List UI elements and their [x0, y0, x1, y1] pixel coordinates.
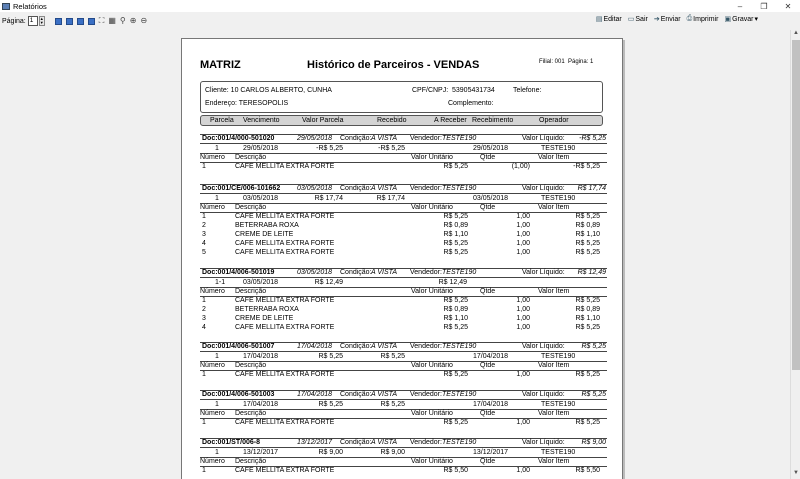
item-number: 4 [202, 324, 206, 331]
close-button[interactable]: ✕ [784, 1, 792, 11]
net-value: -R$ 5,25 [579, 135, 606, 142]
address-label: Endereço: TERESOPOLIS [205, 100, 289, 107]
installment-received: R$ 17,74 [376, 195, 405, 202]
installment-received: R$ 5,25 [380, 353, 405, 360]
item-quantity: 1,00 [516, 231, 530, 238]
installment-due-date: 17/04/2018 [243, 353, 279, 360]
document-date: 03/05/2018 [297, 269, 333, 276]
item-col-valor-item: Valor Item [538, 362, 570, 369]
item-description: CAFE MELLITA EXTRA FORTE [235, 371, 335, 378]
item-quantity: 1,00 [516, 222, 530, 229]
condition-value: A VISTA [371, 135, 398, 142]
net-value: R$ 5,25 [581, 391, 606, 398]
installment-receipt-date: 17/04/2018 [473, 353, 509, 360]
installment-operator: TESTE190 [541, 195, 576, 202]
page-number-label: Página: 1 [568, 59, 594, 65]
window-title [2, 2, 47, 11]
seller-value: TESTE190 [442, 269, 477, 276]
seller-label: Vendedor: [410, 135, 442, 142]
zoom-in-icon[interactable]: ⊕ [129, 16, 137, 25]
installment-received: -R$ 5,25 [378, 145, 405, 152]
item-unit-value: R$ 5,50 [443, 467, 468, 474]
net-value: R$ 12,49 [577, 269, 606, 276]
item-quantity: 1,00 [516, 297, 530, 304]
item-number: 1 [202, 371, 206, 378]
item-number: 1 [202, 467, 206, 474]
net-value-label: Valor Líquido: [522, 343, 565, 350]
net-value: R$ 5,25 [581, 343, 606, 350]
previous-page-icon[interactable] [66, 18, 73, 25]
item-description: CAFE MELLITA EXTRA FORTE [235, 297, 335, 304]
item-col-valor-unitario: Valor Unitário [411, 458, 453, 465]
document-number: Doc:001/4/006-501007 [202, 343, 275, 350]
item-col-valor-unitario: Valor Unitário [411, 410, 453, 417]
condition-value: A VISTA [371, 439, 398, 446]
item-col-valor-item: Valor Item [538, 410, 570, 417]
seller-label: Vendedor: [410, 343, 442, 350]
item-value: R$ 5,25 [575, 249, 600, 256]
installment-value: R$ 12,49 [314, 279, 343, 286]
installment-due-date: 03/05/2018 [243, 195, 279, 202]
seller-label: Vendedor: [410, 269, 442, 276]
item-description: CREME DE LEITE [235, 231, 294, 238]
item-quantity: 1,00 [516, 371, 530, 378]
cpf-label: CPF/CNPJ: [412, 87, 449, 94]
col-vencimento: Vencimento [243, 117, 280, 124]
installment-receipt-date: 29/05/2018 [473, 145, 509, 152]
item-unit-value: R$ 5,25 [443, 419, 468, 426]
installment-due-date: 13/12/2017 [243, 449, 279, 456]
seller-value: TESTE190 [442, 135, 477, 142]
net-value: R$ 17,74 [577, 185, 606, 192]
item-quantity: 1,00 [516, 249, 530, 256]
item-value: R$ 5,25 [575, 419, 600, 426]
item-unit-value: R$ 5,25 [443, 371, 468, 378]
item-description: CAFE MELLITA EXTRA FORTE [235, 467, 335, 474]
title-bar [0, 0, 800, 12]
item-col-descricao: Descrição [235, 458, 267, 465]
item-value: R$ 0,89 [575, 222, 600, 229]
installment-received: R$ 9,00 [380, 449, 405, 456]
scrollbar-thumb[interactable] [792, 40, 800, 370]
document-number: Doc:001/ST/006-8 [202, 439, 260, 446]
item-number: 2 [202, 222, 206, 229]
item-unit-value: R$ 1,10 [443, 315, 468, 322]
send-icon: ➔ [653, 16, 660, 23]
condition-label: Condição: [340, 391, 372, 398]
send-button[interactable]: ➔ Enviar [653, 15, 681, 23]
item-col-qtde: Qtde [480, 458, 496, 465]
next-page-icon[interactable] [77, 18, 84, 25]
item-col-valor-item: Valor Item [538, 288, 570, 295]
installment-due-date: 03/05/2018 [243, 279, 279, 286]
document-date: 17/04/2018 [297, 391, 333, 398]
item-value: R$ 0,89 [575, 306, 600, 313]
seller-label: Vendedor: [410, 391, 442, 398]
item-col-valor-unitario: Valor Unitário [411, 154, 453, 161]
item-value: R$ 1,10 [575, 315, 600, 322]
print-button[interactable]: ⎙ Imprimir [686, 15, 719, 23]
item-description: CAFE MELLITA EXTRA FORTE [235, 163, 335, 170]
page-label: Página: [2, 17, 26, 25]
item-quantity: 1,00 [516, 213, 530, 220]
col-recebimento: Recebimento [472, 117, 514, 124]
net-value: R$ 9,00 [581, 439, 606, 446]
col-parcela: Parcela [210, 117, 234, 124]
net-value-label: Valor Líquido: [522, 135, 565, 142]
col-valor-parcela: Valor Parcela [302, 117, 344, 124]
condition-label: Condição: [340, 185, 372, 192]
item-col-valor-unitario: Valor Unitário [411, 362, 453, 369]
item-col-numero: Número [200, 410, 225, 417]
item-col-numero: Número [200, 458, 225, 465]
document-date: 17/04/2018 [297, 343, 333, 350]
installment-number: 1 [215, 401, 219, 408]
installment-value: -R$ 5,25 [316, 145, 343, 152]
document-date: 03/05/2018 [297, 185, 333, 192]
item-col-numero: Número [200, 288, 225, 295]
item-description: CREME DE LEITE [235, 315, 294, 322]
printer-icon: ⎙ [686, 15, 693, 22]
item-number: 2 [202, 306, 206, 313]
installment-operator: TESTE190 [541, 145, 576, 152]
item-col-valor-item: Valor Item [538, 154, 570, 161]
document-header-rule [200, 447, 607, 448]
installment-receivable: R$ 12,49 [438, 279, 467, 286]
installment-operator: TESTE190 [541, 449, 576, 456]
item-col-qtde: Qtde [480, 410, 496, 417]
item-col-descricao: Descrição [235, 410, 267, 417]
scroll-down-icon[interactable]: ▼ [793, 470, 799, 476]
save-icon: ▣ [724, 16, 732, 23]
seller-label: Vendedor: [410, 439, 442, 446]
seller-value: TESTE190 [442, 439, 477, 446]
telefone-label: Telefone: [513, 87, 542, 94]
window-title-text: Relatórios [13, 1, 47, 11]
item-description: CAFE MELLITA EXTRA FORTE [235, 240, 335, 247]
edit-icon: ▤ [595, 16, 603, 23]
condition-label: Condição: [340, 135, 372, 142]
item-unit-value: R$ 5,25 [443, 324, 468, 331]
installment-due-date: 17/04/2018 [243, 401, 279, 408]
complemento-label: Complemento: [448, 100, 494, 107]
chevron-down-icon[interactable]: ▾ [754, 16, 758, 23]
installment-number: 1 [215, 353, 219, 360]
installment-number: 1-1 [215, 279, 226, 286]
item-number: 1 [202, 419, 206, 426]
item-value: R$ 5,25 [575, 324, 600, 331]
last-page-icon[interactable] [88, 18, 95, 25]
installment-value: R$ 5,25 [318, 353, 343, 360]
document-number: Doc:001/4/000-501020 [202, 135, 275, 142]
item-quantity: 1,00 [516, 419, 530, 426]
item-quantity: 1,00 [516, 306, 530, 313]
item-unit-value: R$ 5,25 [443, 163, 468, 170]
item-col-descricao: Descrição [235, 362, 267, 369]
item-number: 3 [202, 231, 206, 238]
net-value-label: Valor Líquido: [522, 439, 565, 446]
item-col-qtde: Qtde [480, 204, 496, 211]
item-col-valor-unitario: Valor Unitário [411, 204, 453, 211]
report-actions [596, 15, 758, 23]
item-col-descricao: Descrição [235, 154, 267, 161]
exit-icon: ▭ [627, 16, 635, 23]
installment-receipt-date: 17/04/2018 [473, 401, 509, 408]
item-unit-value: R$ 1,10 [443, 231, 468, 238]
item-number: 3 [202, 315, 206, 322]
item-col-numero: Número [200, 154, 225, 161]
document-date: 13/12/2017 [297, 439, 333, 446]
save-button[interactable]: ▣ Gravar ▾ [724, 15, 758, 23]
multi-page-icon[interactable]: ▦ [108, 16, 116, 25]
item-col-qtde: Qtde [480, 288, 496, 295]
item-unit-value: R$ 5,25 [443, 240, 468, 247]
app-icon [2, 3, 10, 10]
condition-value: A VISTA [371, 269, 398, 276]
net-value-label: Valor Líquido: [522, 185, 565, 192]
item-unit-value: R$ 5,25 [443, 297, 468, 304]
item-value: R$ 5,25 [575, 297, 600, 304]
matriz-label: MATRIZ [200, 59, 241, 71]
installment-value: R$ 9,00 [318, 449, 343, 456]
item-quantity: 1,00 [516, 467, 530, 474]
page-number-input[interactable]: 1 [28, 16, 38, 26]
cpf-value: 53905431734 [452, 87, 495, 94]
col-operador: Operador [539, 117, 569, 124]
document-number: Doc:001/4/006-501019 [202, 269, 275, 276]
col-recebido: Recebido [377, 117, 407, 124]
installment-value: R$ 5,25 [318, 401, 343, 408]
document-header-rule [200, 143, 607, 144]
exit-button[interactable]: ▭ Sair [627, 15, 648, 23]
item-value: R$ 5,25 [575, 371, 600, 378]
zoom-out-icon[interactable]: ⊖ [140, 16, 148, 25]
installment-value: R$ 17,74 [314, 195, 343, 202]
item-quantity: 1,00 [516, 315, 530, 322]
installment-receipt-date: 03/05/2018 [473, 195, 509, 202]
item-col-valor-item: Valor Item [538, 204, 570, 211]
item-unit-value: R$ 5,25 [443, 249, 468, 256]
condition-label: Condição: [340, 343, 372, 350]
item-value: R$ 5,25 [575, 213, 600, 220]
condition-label: Condição: [340, 439, 372, 446]
document-header-rule [200, 351, 607, 352]
item-value: -R$ 5,25 [573, 163, 600, 170]
item-col-numero: Número [200, 362, 225, 369]
item-description: CAFE MELLITA EXTRA FORTE [235, 213, 335, 220]
item-quantity: 1,00 [516, 324, 530, 331]
report-title: Histórico de Parceiros - VENDAS [307, 59, 480, 71]
seller-label: Vendedor: [410, 185, 442, 192]
condition-value: A VISTA [371, 391, 398, 398]
document-header-rule [200, 193, 607, 194]
net-value-label: Valor Líquido: [522, 391, 565, 398]
page-spinner[interactable]: ▲ ▼ [39, 16, 44, 25]
item-description: CAFE MELLITA EXTRA FORTE [235, 324, 335, 331]
item-number: 5 [202, 249, 206, 256]
item-col-numero: Número [200, 204, 225, 211]
seller-value: TESTE190 [442, 185, 477, 192]
item-description: CAFE MELLITA EXTRA FORTE [235, 249, 335, 256]
item-number: 1 [202, 163, 206, 170]
installment-due-date: 29/05/2018 [243, 145, 279, 152]
preview-area[interactable] [0, 30, 790, 479]
document-number: Doc:001/4/006-501003 [202, 391, 275, 398]
minimize-button[interactable]: – [737, 1, 743, 11]
item-unit-value: R$ 5,25 [443, 213, 468, 220]
document-date: 29/05/2018 [297, 135, 333, 142]
item-number: 4 [202, 240, 206, 247]
item-value: R$ 5,50 [575, 467, 600, 474]
installment-number: 1 [215, 195, 219, 202]
vertical-scrollbar[interactable] [790, 30, 800, 479]
condition-value: A VISTA [371, 185, 398, 192]
installment-number: 1 [215, 449, 219, 456]
installment-received: R$ 5,25 [380, 401, 405, 408]
document-header-rule [200, 399, 607, 400]
item-col-descricao: Descrição [235, 288, 267, 295]
condition-value: A VISTA [371, 343, 398, 350]
item-description: BETERRABA ROXA [235, 306, 299, 313]
item-quantity: 1,00 [516, 240, 530, 247]
search-icon[interactable]: ⚲ [119, 16, 126, 25]
filial-label: Filial: 001 [539, 59, 565, 65]
col-a-receber: A Receber [434, 117, 467, 124]
installment-receipt-date: 13/12/2017 [473, 449, 509, 456]
document-header-rule [200, 277, 607, 278]
document-number: Doc:001/CE/006-101662 [202, 185, 281, 192]
item-description: BETERRABA ROXA [235, 222, 299, 229]
condition-label: Condição: [340, 269, 372, 276]
net-value-label: Valor Líquido: [522, 269, 565, 276]
item-col-valor-item: Valor Item [538, 458, 570, 465]
item-col-qtde: Qtde [480, 362, 496, 369]
item-number: 1 [202, 297, 206, 304]
installment-operator: TESTE190 [541, 401, 576, 408]
item-number: 1 [202, 213, 206, 220]
maximize-button[interactable]: ❐ [760, 1, 768, 11]
scroll-up-icon[interactable]: ▲ [793, 30, 799, 36]
installment-operator: TESTE190 [541, 353, 576, 360]
item-value: R$ 5,25 [575, 240, 600, 247]
item-col-qtde: Qtde [480, 154, 496, 161]
item-unit-value: R$ 0,89 [443, 222, 468, 229]
first-page-icon[interactable] [55, 18, 62, 25]
fit-page-icon[interactable]: ⛶ [98, 16, 105, 25]
item-value: R$ 1,10 [575, 231, 600, 238]
client-box [200, 81, 603, 113]
item-description: CAFE MELLITA EXTRA FORTE [235, 419, 335, 426]
installment-number: 1 [215, 145, 219, 152]
client-name: Cliente: 10 CARLOS ALBERTO, CUNHA [205, 87, 332, 94]
item-col-descricao: Descrição [235, 204, 267, 211]
item-col-valor-unitario: Valor Unitário [411, 288, 453, 295]
seller-value: TESTE190 [442, 391, 477, 398]
report-page [181, 38, 623, 479]
seller-value: TESTE190 [442, 343, 477, 350]
item-quantity: (1,00) [511, 163, 530, 170]
item-unit-value: R$ 0,89 [443, 306, 468, 313]
edit-button[interactable]: ▤ Editar [595, 15, 622, 23]
